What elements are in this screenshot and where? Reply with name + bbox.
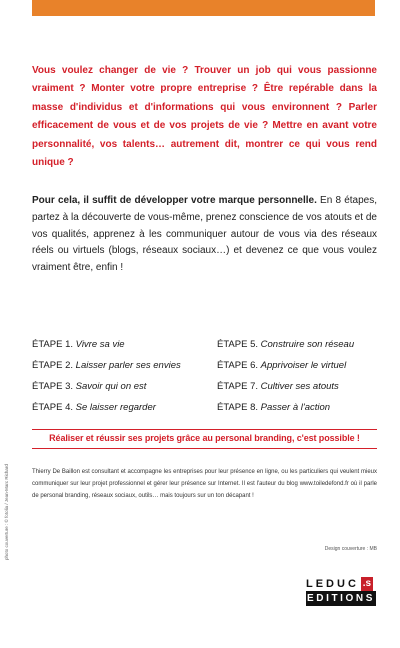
logo-editions: EDITIONS xyxy=(306,593,376,604)
logo-leduc: LEDUC xyxy=(306,577,359,590)
step-item xyxy=(217,359,382,380)
step-item xyxy=(32,338,197,359)
step-number: ÉTAPE 5. xyxy=(217,339,259,350)
step-title: Passer à l'action xyxy=(260,402,331,413)
step-item xyxy=(217,338,382,359)
step-title: Savoir qui on est xyxy=(75,381,147,392)
author-bio: Thierry De Baillon est consultant et accompagne les entreprises pour leur présence en ligne, ou les particuliers qui veulent mieux communiquer sur leur projet professionnel et gérer leur présence sur Internet. Il est l'auteur du blog www.toiledefond.fr où il parle de personal branding, réseaux sociaux, outils… mais toujours sur un ton décapant ! xyxy=(32,469,377,500)
step-title: Se laisser regarder xyxy=(75,402,156,413)
step-number: ÉTAPE 6. xyxy=(217,360,259,371)
step-number: ÉTAPE 8. xyxy=(217,402,259,413)
step-number: ÉTAPE 1. xyxy=(32,339,74,350)
step-item xyxy=(217,380,382,401)
step-title: Vivre sa vie xyxy=(75,339,125,350)
photo-credit: photo couverture : © fotolia / Jean-Marc Richard xyxy=(4,464,9,560)
body-paragraph xyxy=(32,193,377,277)
step-number: ÉTAPE 2. xyxy=(32,360,74,371)
step-item xyxy=(217,401,382,422)
design-credit: Design couverture : MB xyxy=(324,546,377,552)
punchline-banner: Réaliser et réussir ses projets grâce au personal branding, c'est possible ! xyxy=(32,429,377,449)
body-rest: En 8 étapes, partez à la découverte de vous-même, prenez conscience de vos atouts et de vos qualités, apprenez à les communiquer autour de vous via des réseaux réels ou virtuels (blogs, réseaux sociaux…) et devenez ce que vous voulez vraiment être, enfin ! xyxy=(32,195,377,274)
step-title: Cultiver ses atouts xyxy=(260,381,339,392)
step-title: Apprivoiser le virtuel xyxy=(260,360,347,371)
publisher-logo xyxy=(306,576,376,606)
step-title: Laisser parler ses envies xyxy=(75,360,181,371)
step-number: ÉTAPE 4. xyxy=(32,402,74,413)
steps-column-right xyxy=(217,338,382,422)
cover-top-band xyxy=(32,0,375,16)
step-item xyxy=(32,401,197,422)
step-item xyxy=(32,380,197,401)
step-item xyxy=(32,359,197,380)
intro-paragraph: Vous voulez changer de vie ? Trouver un job qui vous passionne vraiment ? Monter votre propre entreprise ? Être repérable dans la masse d'individus et d'informations qui vous environnent ? Parler efficacement de vous et de vos projets de vie ? Mettre en avant votre personnalité, vos talents… autrement dit, montrer ce qui vous rend unique ? xyxy=(32,65,377,169)
logo-mark: .s xyxy=(362,577,372,589)
body-lead: Pour cela, il suffit de développer votre marque personnelle. xyxy=(32,195,317,206)
step-number: ÉTAPE 3. xyxy=(32,381,74,392)
step-number: ÉTAPE 7. xyxy=(217,381,259,392)
steps-column-left xyxy=(32,338,197,422)
step-title: Construire son réseau xyxy=(260,339,355,350)
